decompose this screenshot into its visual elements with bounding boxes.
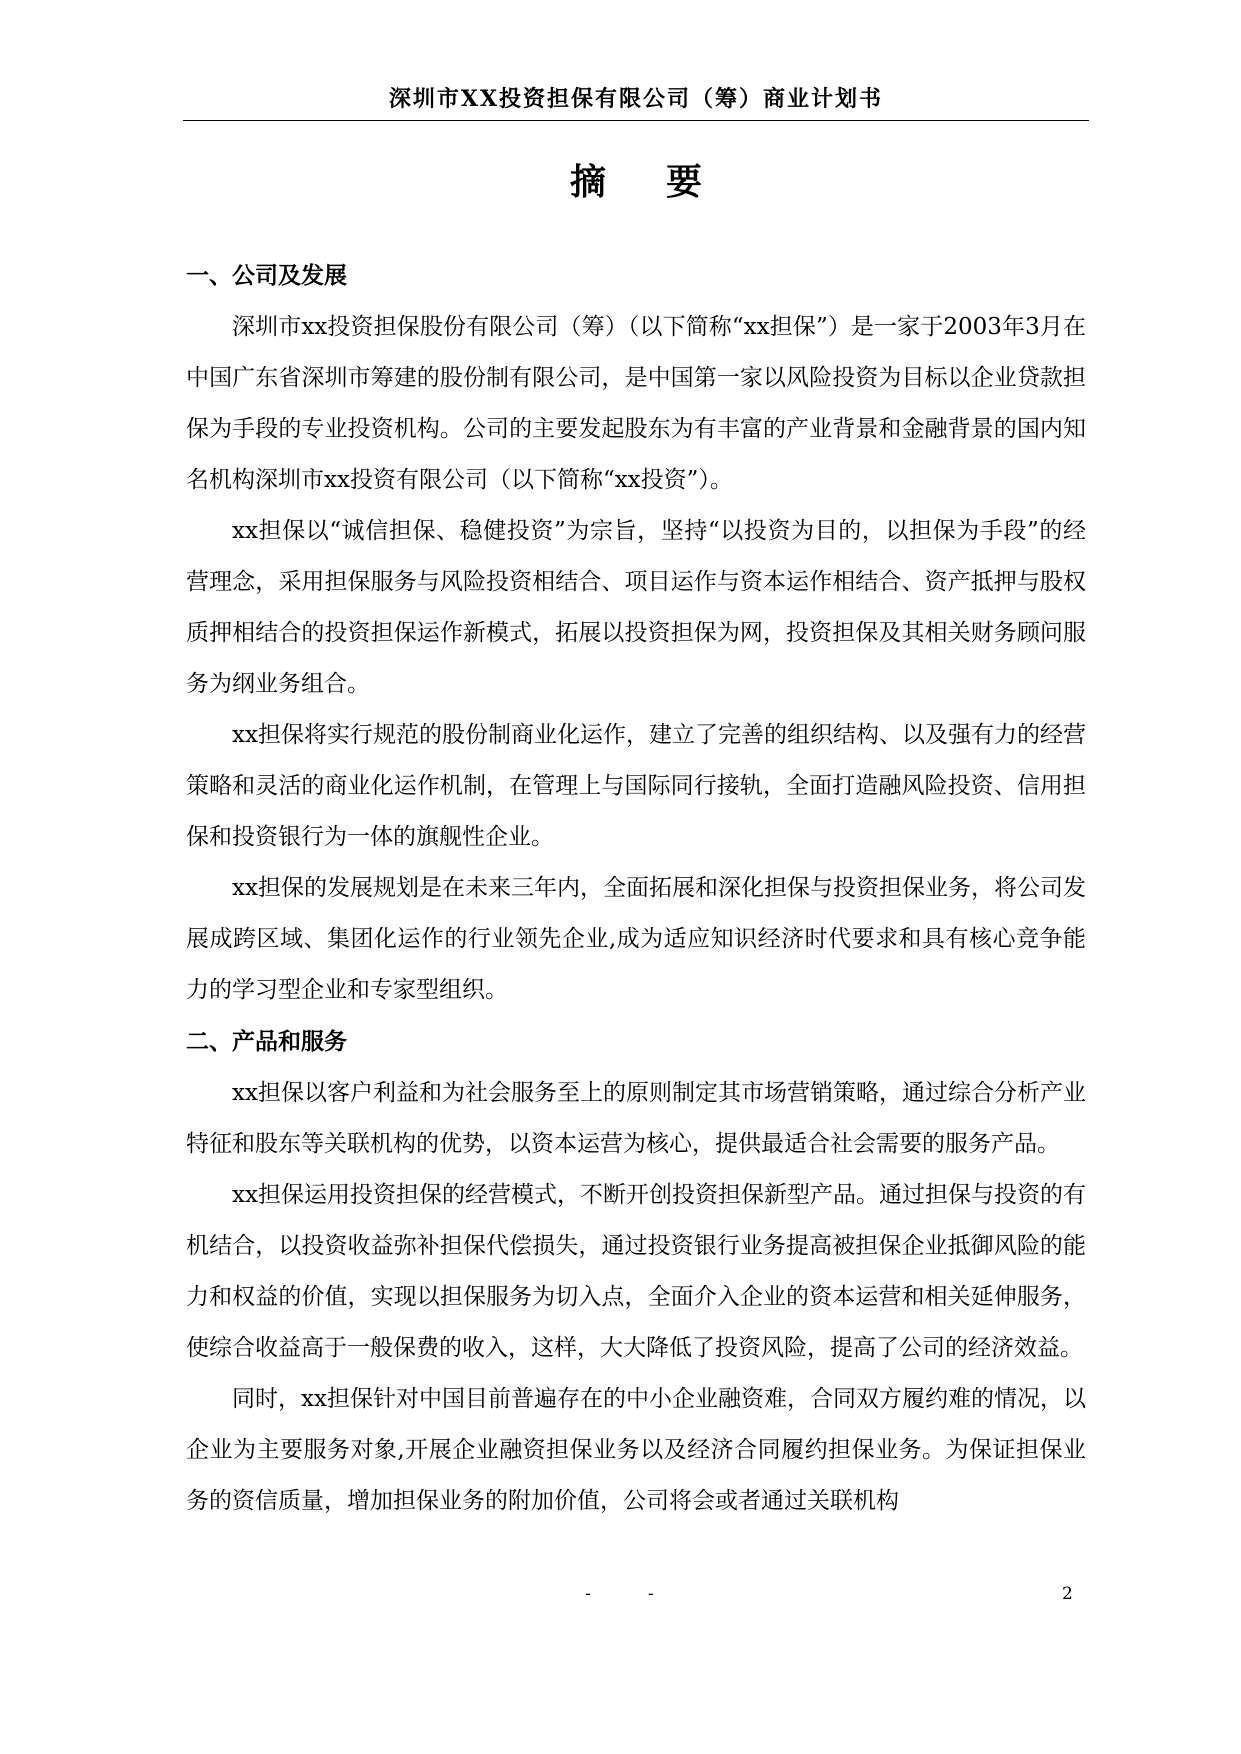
body-content — [186, 250, 1086, 1527]
paragraph: xx担保的发展规划是在未来三年内，全面拓展和深化担保与投资担保业务，将公司发展成跨区域、集团化运作的行业领先企业,成为适应知识经济时代要求和具有核心竞争能力的学习型企业和专家型组织。 — [186, 875, 1086, 1003]
paragraph: xx担保以客户利益和为社会服务至上的原则制定其市场营销策略，通过综合分析产业特征和股东等关联机构的优势，以资本运营为核心，提供最适合社会需要的服务产品。 — [186, 1080, 1086, 1157]
running-header: 深圳市XX投资担保有限公司（筹）商业计划书 — [388, 86, 884, 112]
page-number: 2 — [1062, 1584, 1073, 1604]
paragraph: xx担保以“诚信担保、稳健投资”为宗旨，坚持“以投资为目的，以担保为手段”的经营理念，采用担保服务与风险投资相结合、项目运作与资本运作相结合、资产抵押与股权质押相结合的投资担保运作新模式，拓展以投资担保为网，投资担保及其相关财务顾问服务为纲业务组合。 — [186, 518, 1086, 697]
footer-dash: - — [585, 1584, 591, 1604]
document-title: 摘要 — [569, 161, 762, 203]
page-footer — [0, 1584, 1241, 1614]
paragraph: xx担保将实行规范的股份制商业化运作，建立了完善的组织结构、以及强有力的经营策略和灵活的商业化运作机制，在管理上与国际同行接轨，全面打造融风险投资、信用担保和投资银行为一体的旗舰性企业。 — [186, 722, 1086, 850]
section-heading-products: 二、产品和服务 — [186, 1029, 347, 1055]
paragraph: 同时，xx担保针对中国目前普遍存在的中小企业融资难，合同双方履约难的情况，以企业为主要服务对象,开展企业融资担保业务以及经济合同履约担保业务。为保证担保业务的资信质量，增加担保业务的附加价值，公司将会或者通过关联机构 — [186, 1386, 1086, 1514]
paragraph: 深圳市xx投资担保股份有限公司（筹）（以下简称“xx担保”）是一家于2003年3月在中国广东省深圳市筹建的股份制有限公司，是中国第一家以风险投资为目标以企业贷款担保为手段的专业投资机构。公司的主要发起股东为有丰富的产业背景和金融背景的国内知名机构深圳市xx投资有限公司（以下简称“xx投资”）。 — [186, 314, 1086, 493]
paragraph: xx担保运用投资担保的经营模式，不断开创投资担保新型产品。通过担保与投资的有机结合，以投资收益弥补担保代偿损失，通过投资银行业务提高被担保企业抵御风险的能力和权益的价值，实现以担保服务为切入点，全面介入企业的资本运营和相关延伸服务，使综合收益高于一般保费的收入，这样，大大降低了投资风险，提高了公司的经济效益。 — [186, 1182, 1086, 1361]
footer-dash: - — [648, 1584, 654, 1604]
header-rule — [183, 120, 1089, 121]
section-heading-company: 一、公司及发展 — [186, 263, 347, 289]
